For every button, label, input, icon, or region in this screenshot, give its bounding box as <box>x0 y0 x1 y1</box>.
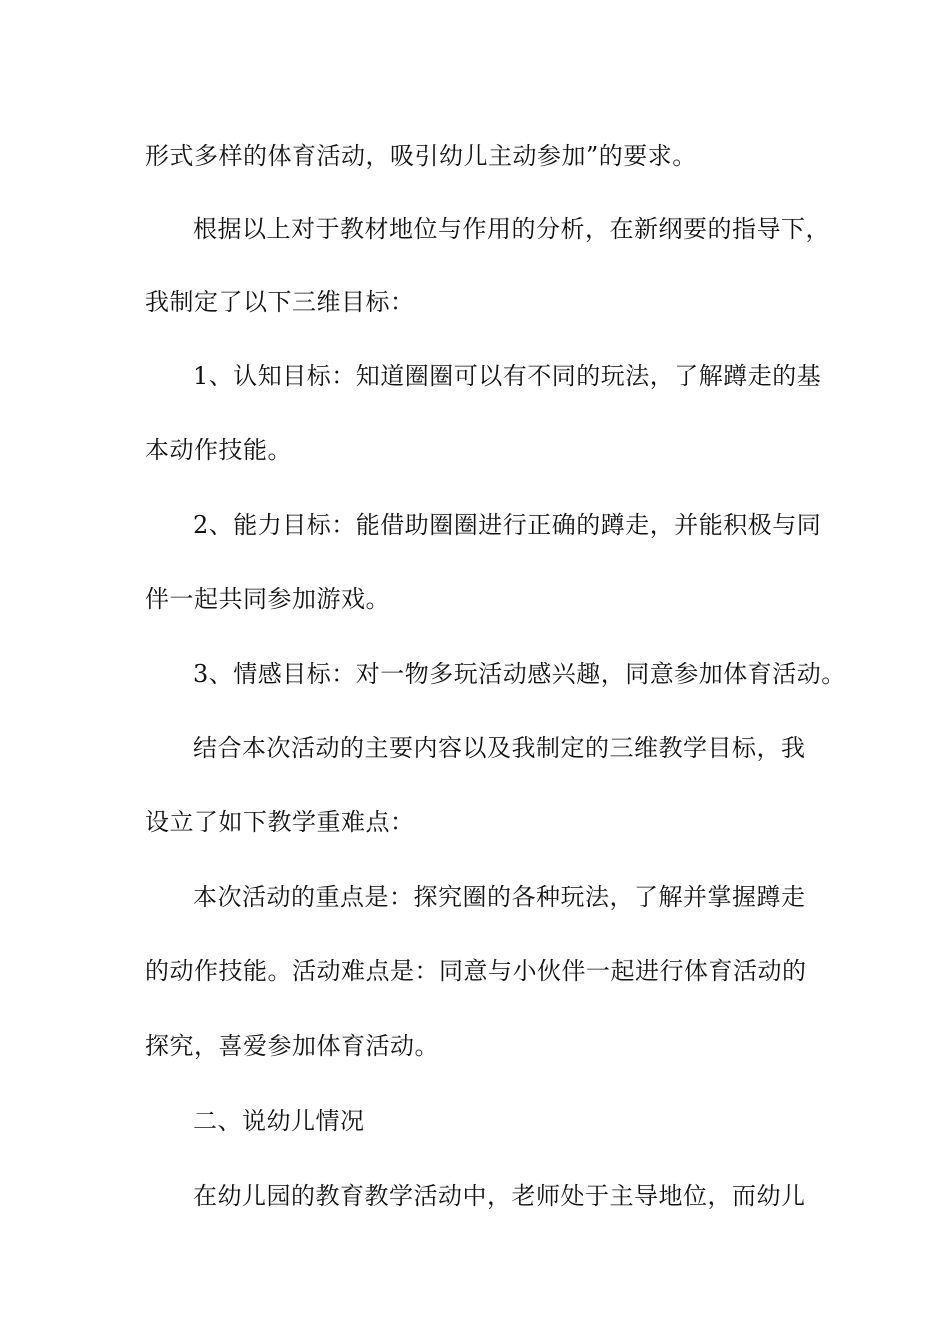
text-line: 本动作技能。 <box>145 436 292 464</box>
text-line: 3、情感目标：对一物多玩活动感兴趣，同意参加体育活动。 <box>193 660 846 688</box>
text-line: 在幼儿园的教育教学活动中，老师处于主导地位，而幼儿 <box>193 1182 806 1210</box>
text-line: 1、认知目标：知道圈圈可以有不同的玩法，了解蹲走的基 <box>193 362 822 390</box>
text-line: 根据以上对于教材地位与作用的分析，在新纲要的指导下， <box>193 215 830 243</box>
text-line: 的动作技能。活动难点是：同意与小伙伴一起进行体育活动的 <box>145 957 807 985</box>
text-line: 我制定了以下三维目标： <box>145 288 415 316</box>
text-line: 本次活动的重点是：探究圈的各种玩法，了解并掌握蹲走 <box>193 883 806 911</box>
section-heading: 二、说幼儿情况 <box>193 1107 365 1135</box>
text-line: 形式多样的体育活动，吸引幼儿主动参加”的要求。 <box>145 142 697 170</box>
text-line: 探究，喜爱参加体育活动。 <box>145 1032 439 1060</box>
text-line: 设立了如下教学重难点： <box>145 808 415 836</box>
text-line: 2、能力目标：能借助圈圈进行正确的蹲走，并能积极与同 <box>193 511 822 539</box>
text-line: 伴一起共同参加游戏。 <box>145 585 390 613</box>
text-line: 结合本次活动的主要内容以及我制定的三维教学目标，我 <box>193 734 806 762</box>
